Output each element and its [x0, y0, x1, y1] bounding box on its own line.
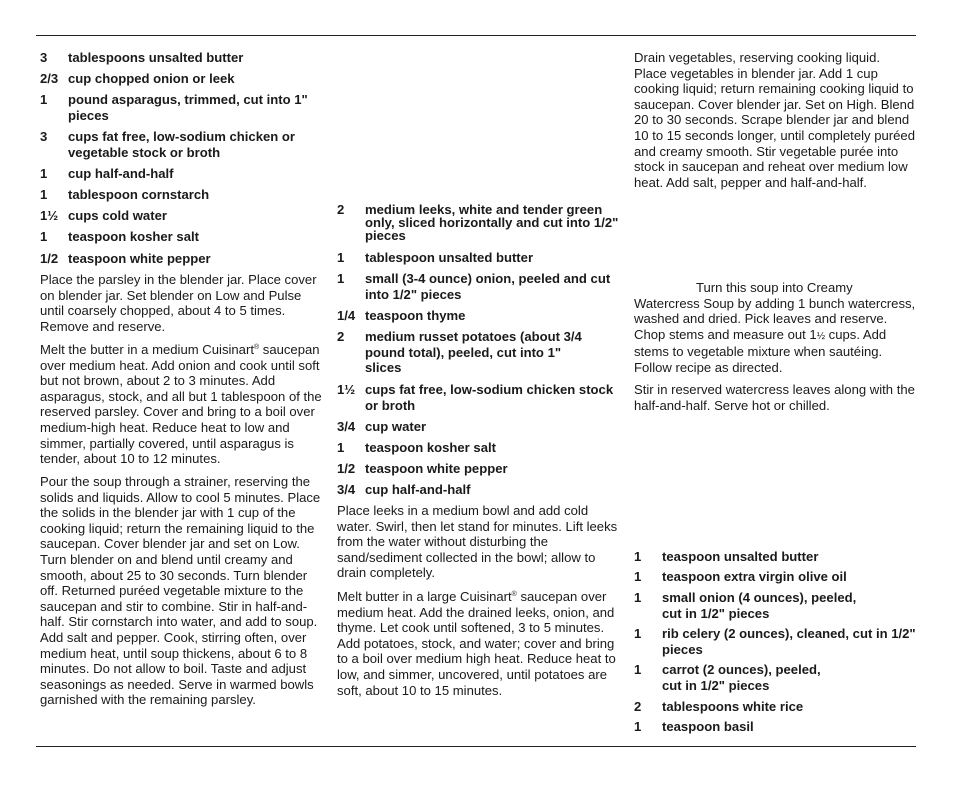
ingredient-text: cup water	[365, 419, 427, 434]
ingredient-text: rib celery (2 ounces), cleaned, cut in 1/2" pieces	[662, 626, 916, 657]
ingredient-item	[40, 166, 322, 182]
ingredient-item	[337, 419, 619, 435]
ingredient-item	[634, 699, 916, 715]
ingredient-item	[40, 71, 322, 87]
ingredient-qty: 2	[337, 329, 345, 344]
ingredient-text: teaspoon white pepper	[68, 251, 211, 266]
ingredient-item	[337, 204, 619, 242]
ingredient-text: medium leeks, white and tender green only, sliced horizontally and cut into 1/2" pieces	[365, 202, 619, 243]
ingredient-text: teaspoon kosher salt	[68, 229, 199, 244]
ingredient-text: small (3-4 ounce) onion, peeled and cut into 1/2" pieces	[365, 271, 611, 302]
tip-paragraph: Stir in reserved watercress leaves along with the half-and-half. Serve hot or chilled.	[634, 382, 915, 413]
registered-mark: ®	[511, 591, 517, 598]
ingredient-qty: 1	[634, 549, 642, 564]
ingredient-qty: 3/4	[337, 482, 356, 497]
ingredient-item	[40, 251, 322, 267]
instruction-text: Melt the butter in a medium Cuisinart	[40, 342, 254, 357]
ingredient-qty: 1	[337, 250, 345, 265]
ingredient-item	[634, 569, 916, 585]
bottom-rule	[36, 746, 916, 747]
ingredient-item	[337, 461, 619, 477]
ingredient-item	[337, 250, 619, 266]
ingredient-text: teaspoon basil	[662, 719, 754, 734]
ingredient-qty: 1/2	[337, 461, 356, 476]
fraction-half: ½	[816, 330, 826, 342]
ingredient-text: cups fat free, low-sodium chicken or vegetable stock or broth	[68, 129, 296, 160]
ingredient-qty: 1	[634, 590, 642, 605]
ingredient-qty: 1	[40, 229, 48, 244]
ingredient-item	[634, 719, 916, 735]
ingredient-qty: 2/3	[40, 71, 59, 86]
ingredient-qty: 3	[40, 50, 48, 65]
ingredient-item	[634, 549, 916, 565]
ingredient-qty: 2	[337, 202, 345, 217]
ingredient-item	[337, 271, 619, 302]
ingredient-qty: 1½	[337, 382, 356, 397]
ingredient-qty: 1/4	[337, 308, 356, 323]
ingredient-text: tablespoon unsalted butter	[365, 250, 534, 265]
instruction-paragraph	[40, 342, 322, 467]
ingredient-qty: 1	[337, 440, 345, 455]
registered-mark: ®	[253, 344, 260, 351]
ingredient-qty: 1	[634, 569, 642, 584]
ingredient-qty: 1½	[40, 208, 59, 223]
ingredient-qty: 1/2	[40, 251, 59, 266]
ingredient-text: medium russet potatoes (about 3/4 pound total), peeled, cut into 1" slices	[365, 329, 582, 376]
top-rule	[36, 35, 916, 36]
ingredient-qty: 1	[337, 271, 345, 286]
ingredient-qty: 3	[40, 129, 48, 144]
tip-text: Turn this soup into Creamy Watercress Soup by adding 1 bunch watercress, washed and dried. Pick leaves and reserve. Chop stems and measure out 1	[634, 280, 916, 342]
ingredient-text: teaspoon kosher salt	[365, 440, 496, 455]
ingredient-qty: 1	[40, 187, 48, 202]
tip-text: cups. Add stems to vegetable mixture when sautéing. Follow recipe as directed.	[634, 326, 887, 375]
ingredient-item	[634, 590, 916, 621]
ingredient-text: pound asparagus, trimmed, cut into 1" pieces	[68, 92, 308, 123]
ingredient-item	[40, 92, 322, 123]
ingredient-text: cups fat free, low-sodium chicken stock or broth	[365, 382, 614, 413]
ingredient-item	[337, 482, 619, 498]
ingredient-text: carrot (2 ounces), peeled, cut in 1/2" pieces	[662, 662, 821, 693]
ingredient-text: tablespoon cornstarch	[68, 187, 210, 202]
ingredient-qty: 1	[634, 662, 642, 677]
ingredient-qty: 3/4	[337, 419, 356, 434]
ingredient-item	[40, 50, 322, 66]
instruction-text: saucepan over medium heat. Add the drained leeks, onion, and thyme. Let cook until softened, 3 to 5 minutes. Add potatoes, stock, and water; cover and bring to a boil over medium high heat. Reduce heat to low, and simmer, uncovered, until potatoes are soft, about 10 to 15 minutes.	[337, 589, 616, 698]
ingredient-item	[337, 440, 619, 456]
ingredient-item	[40, 129, 322, 160]
ingredient-qty: 1	[634, 626, 642, 641]
ingredient-text: teaspoon unsalted butter	[662, 549, 819, 564]
tip-paragraph	[634, 280, 916, 376]
ingredient-qty: 1	[634, 719, 642, 734]
instruction-text: saucepan over medium heat. Add onion and cook until soft but not brown, about 2 to 3 minutes. Add asparagus, stock, and all but 1 tablespoon of the reserved parsley. Cover and bring to a boil over medium-high heat. Reduce heat to low and simmer, partially covered, until asparagus is tender, about 10 to 12 minutes.	[40, 342, 322, 467]
ingredient-qty: 2	[634, 699, 642, 714]
ingredient-text: small onion (4 ounces), peeled, cut in 1/2" pieces	[662, 590, 857, 621]
ingredient-item	[337, 308, 619, 324]
ingredient-item	[337, 382, 619, 413]
ingredient-item	[40, 208, 322, 224]
instruction-paragraph: Place leeks in a medium bowl and add cold water. Swirl, then let stand for minutes. Lift leeks from the water without disturbing the sand/sediment collected in the bowl; allow to drain completely.	[337, 503, 618, 581]
ingredient-qty: 1	[40, 92, 48, 107]
instruction-paragraph: Pour the soup through a strainer, reserving the solids and liquids. Allow to cool 5 minutes. Place the solids in the blender jar with 1 cup of the cooking liquid; return the remaining liquid to the saucepan. Cover blender jar and set on Low. Turn blender on and blend until creamy and smooth, about 25 to 30 seconds. Turn blender off. Returned puréed vegetable mixture to the saucepan and stir to combine. Stir in half-and-half. Stir cornstarch into water, and add to soup. Add salt and pepper. Cook, stirring often, over medium heat, until soup thickens, about 6 to 8 minutes. Do not allow to boil. Taste and adjust seasonings as needed. Serve in warmed bowls garnished with the remaining parsley.	[40, 474, 321, 708]
instruction-paragraph: Drain vegetables, reserving cooking liquid. Place vegetables in blender jar. Add 1 cup cooking liquid; return remaining cooking liquid to saucepan. Cover blender jar. Set on High. Blend 20 to 30 seconds. Scrape blender jar and blend 10 to 15 seconds longer, until completely puréed and creamy smooth. Stir vegetable purée into stock in saucepan and reheat over medium low heat. Add salt, pepper and half-and-half.	[634, 50, 915, 190]
ingredient-text: tablespoons unsalted butter	[68, 50, 244, 65]
ingredient-item	[634, 626, 916, 657]
ingredient-item	[337, 329, 619, 376]
ingredient-item	[634, 662, 916, 693]
instruction-paragraph	[337, 589, 619, 698]
instruction-text: Melt butter in a large Cuisinart	[337, 589, 512, 604]
ingredient-text: tablespoons white rice	[662, 699, 804, 714]
instruction-paragraph: Place the parsley in the blender jar. Place cover on blender jar. Set blender on Low and Pulse until coarsely chopped, about 4 to 5 times. Remove and reserve.	[40, 272, 317, 334]
ingredient-text: cup chopped onion or leek	[68, 71, 235, 86]
ingredient-qty: 1	[40, 166, 48, 181]
ingredient-text: teaspoon thyme	[365, 308, 466, 323]
ingredient-text: cup half-and-half	[365, 482, 471, 497]
ingredient-text: cup half-and-half	[68, 166, 174, 181]
ingredient-text: teaspoon extra virgin olive oil	[662, 569, 847, 584]
ingredient-item	[40, 187, 322, 203]
ingredient-text: teaspoon white pepper	[365, 461, 508, 476]
ingredient-text: cups cold water	[68, 208, 167, 223]
ingredient-item	[40, 229, 322, 245]
